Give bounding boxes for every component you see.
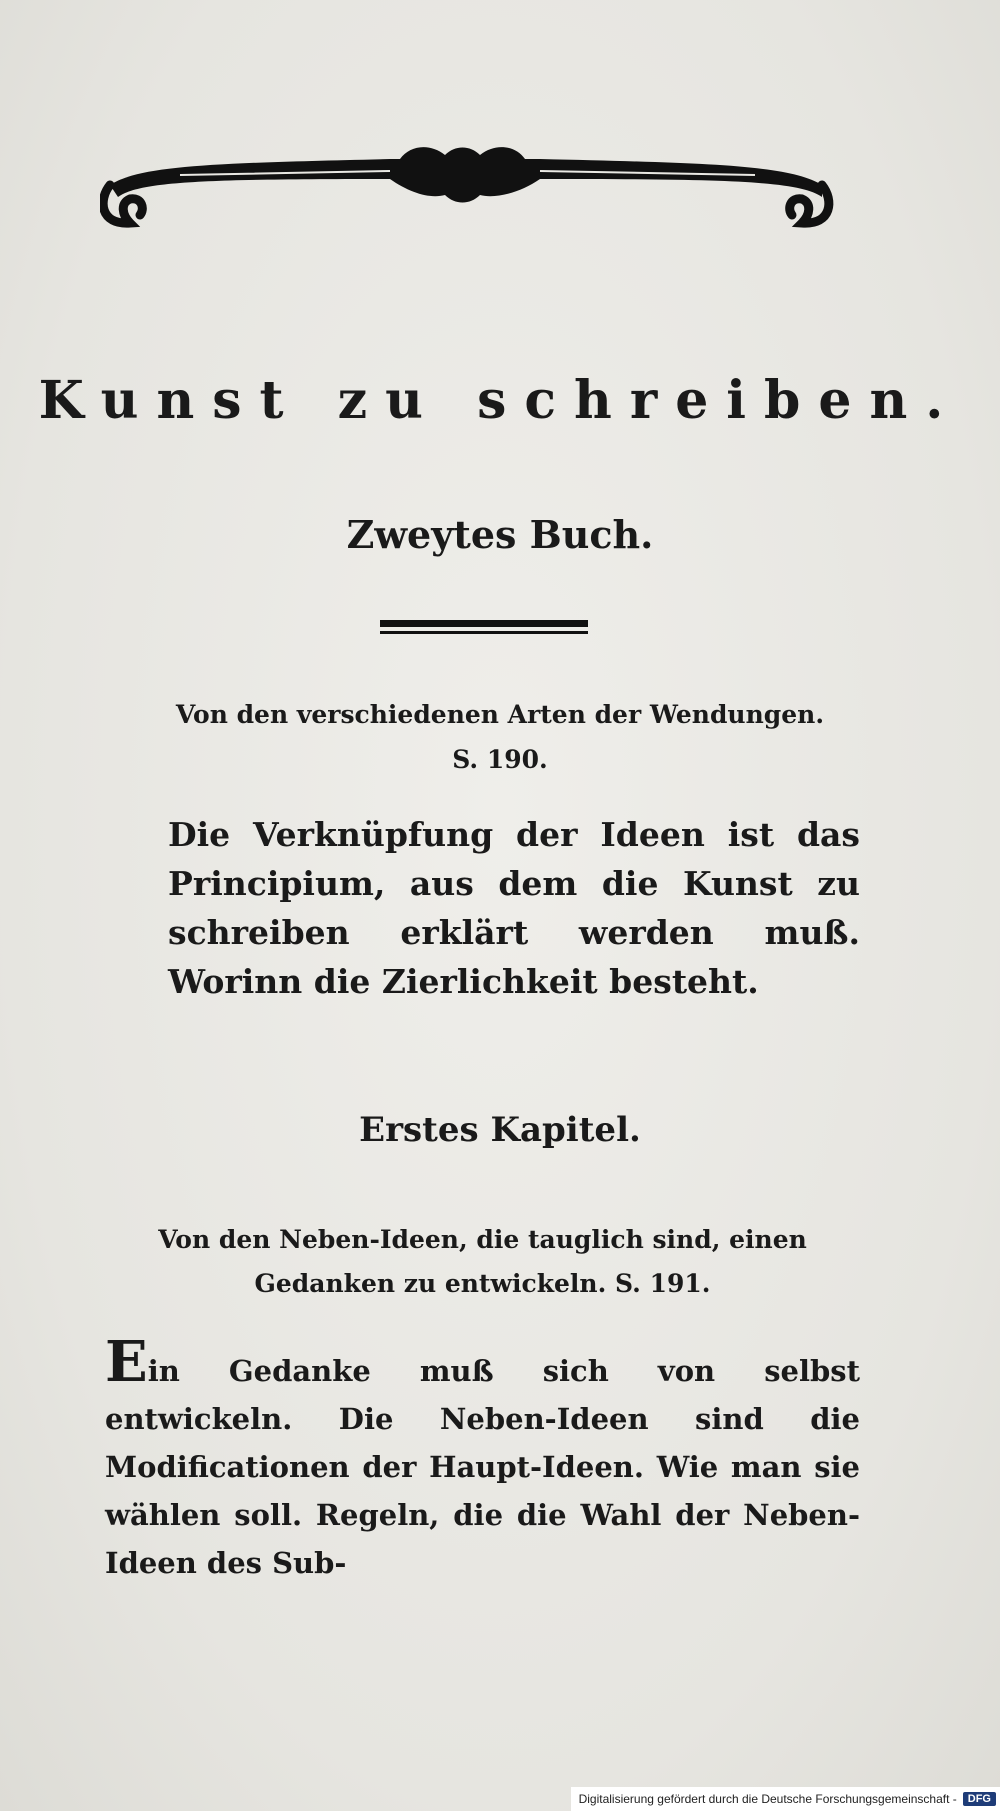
decorative-headpiece-ornament	[100, 145, 835, 255]
chapter-description: Von den Neben-Ideen, die tauglich sind, einen Gedanken zu entwickeln. S. 191.	[158, 1225, 807, 1298]
credit-text: Digitalisierung gefördert durch die Deutsche Forschungsgemeinschaft -	[578, 1792, 957, 1806]
section-summary: Die Verknüpfung der Ideen ist das Principium, aus dem die Kunst zu schreiben erklärt werden muß. Worinn die Zierlichkeit besteht.	[168, 815, 860, 1001]
section-number: S. 190.	[452, 745, 548, 774]
body-text: in Gedanke muß sich von selbst entwickeln. Die Neben-Ideen sind die Modificationen der Haupt-Ideen. Wie man sie wählen soll. Regeln, die die Wahl der Neben-Ideen des Sub-	[105, 1354, 860, 1580]
body-paragraph	[105, 1329, 860, 1587]
chapter-title: Erstes Kapitel.	[359, 1110, 641, 1150]
book-subtitle: Zweytes Buch.	[346, 512, 654, 557]
double-rule-divider	[380, 620, 588, 638]
dfg-logo: DFG	[963, 1792, 996, 1806]
digitization-credit-bar	[571, 1787, 1000, 1811]
drop-initial: E	[105, 1329, 148, 1395]
book-title: Kunst zu schreiben.	[38, 370, 962, 431]
section-heading: Von den verschiedenen Arten der Wendungen.	[175, 700, 825, 729]
